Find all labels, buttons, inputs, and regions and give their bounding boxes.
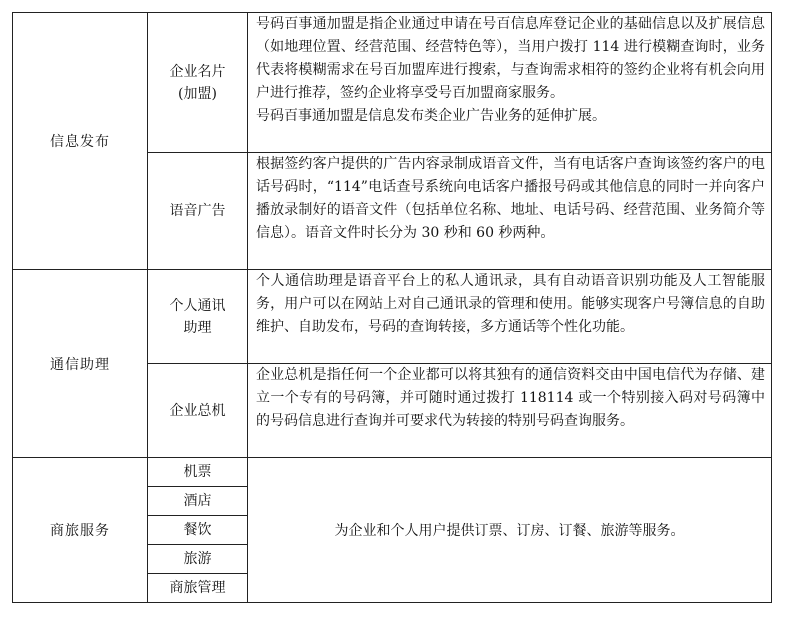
description-cell [248, 153, 772, 270]
subcategory-business-card [148, 13, 248, 153]
subcategory-label: 个人通讯 [169, 297, 226, 314]
category-communication-assistant [13, 270, 148, 458]
description-paragraph: 个人通信助理是语音平台上的私人通讯录，具有自动语音识别功能及人工智能服务，用户可以在网站上对自己通讯录的管理和使用。能够实现客户号簿信息的自助维护、自助发布，号码的查询转接，多方通话等个性化功能。 [256, 273, 765, 335]
subcategory-hotel [148, 487, 248, 516]
category-info-publish [13, 13, 148, 270]
table-row [13, 13, 772, 153]
category-label: 通信助理 [50, 356, 110, 373]
category-label: 商旅服务 [50, 523, 110, 539]
subcategory-enterprise-switchboard [148, 364, 248, 458]
subcategory-label: 餐饮 [183, 522, 212, 538]
subcategory-travel [148, 545, 248, 574]
description-paragraph: 号码百事通加盟是信息发布类企业广告业务的延伸扩展。 [256, 108, 606, 124]
subcategory-label: 酒店 [183, 493, 212, 509]
table-row [13, 270, 772, 364]
description-paragraph: 企业总机是指任何一个企业都可以将其独有的通信资料交由中国电信代为存储、建立一个专有的号码簿，并可随时通过拨打 118114 或一个特别接入码对号码簿中的号码信息进行查询并可要求代为转接的特别号码查询服务。 [256, 367, 765, 429]
subcategory-label: 旅游 [183, 551, 212, 567]
description-paragraph: 号码百事通加盟是指企业通过申请在号百信息库登记企业的基础信息以及扩展信息（如地理位置、经营范围、经营特色等），当用户拨打 114 进行模糊查询时，业务代表将模糊需求在号百加盟库进行搜索，与查询需求相符的签约企业将有机会向用户进行推荐，签约企业将享受号百加盟商家服务。 [256, 16, 765, 101]
description-cell [248, 13, 772, 153]
subcategory-label: 语音广告 [169, 203, 226, 219]
subcategory-voice-ad [148, 153, 248, 270]
subcategory-label: 商旅管理 [169, 580, 226, 596]
category-business-travel [13, 458, 148, 603]
subcategory-flight [148, 458, 248, 487]
description-cell [248, 364, 772, 458]
table-row [13, 458, 772, 487]
description-cell [248, 458, 772, 603]
services-table [12, 12, 772, 603]
services-table-container [12, 12, 772, 603]
subcategory-label-extra: 助理 [183, 319, 212, 336]
description-paragraph: 为企业和个人用户提供订票、订房、订餐、旅游等服务。 [334, 523, 685, 539]
subcategory-dining [148, 516, 248, 545]
subcategory-personal-assistant [148, 270, 248, 364]
subcategory-travel-management [148, 574, 248, 603]
description-paragraph: 根据签约客户提供的广告内容录制成语音文件，当有电话客户查询该签约客户的电话号码时，“114”电话查号系统向电话客户播报号码或其他信息的同时一并向客户播放录制好的语音文件（包括单位名称、地址、电话号码、经营范围、业务简介等信息）。语音文件时长分为 30 秒和 60 秒两种。 [256, 156, 765, 241]
subcategory-label: 企业名片 [169, 63, 226, 80]
subcategory-label-extra: (加盟) [178, 85, 217, 102]
subcategory-label: 企业总机 [169, 402, 226, 419]
subcategory-label: 机票 [183, 464, 212, 480]
category-label: 信息发布 [50, 134, 110, 150]
description-cell [248, 270, 772, 364]
